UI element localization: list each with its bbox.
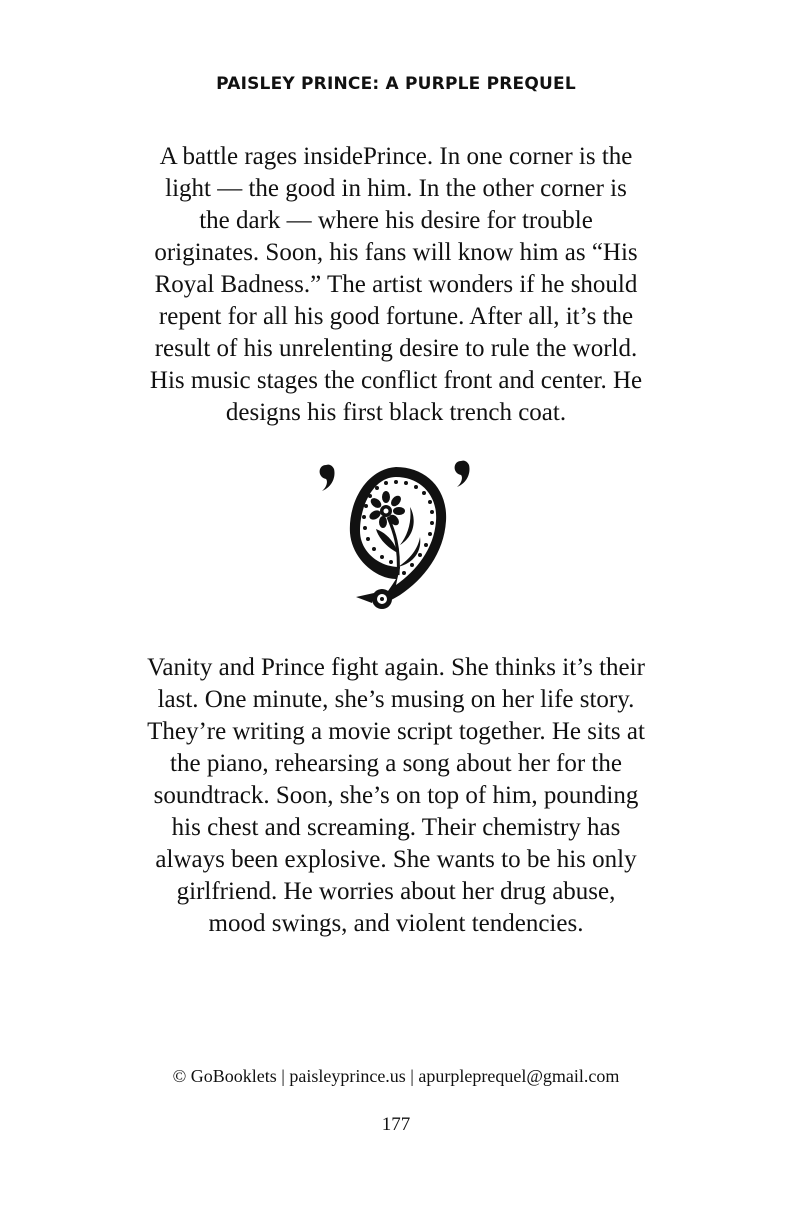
text-line: mood swings, and violent tendencies. <box>208 910 584 937</box>
paragraph-2 <box>96 652 696 940</box>
text-line: His music stages the conflict front and center. He <box>149 367 643 394</box>
text-line: They’re writing a movie script together. He sits at <box>147 718 645 745</box>
text-line: always been explosive. She wants to be his only <box>155 846 637 873</box>
running-header: PAISLEY PRINCE: A PURPLE PREQUEL <box>216 74 576 94</box>
text-line: his chest and screaming. Their chemistry has <box>171 814 621 841</box>
left-drop-icon <box>320 465 335 491</box>
text-line: girlfriend. He worries about her drug abuse, <box>176 878 616 905</box>
text-line: the dark — where his desire for trouble <box>199 207 593 234</box>
text-line: designs his first black trench coat. <box>225 399 567 426</box>
text-line: result of his unrelenting desire to rule the world. <box>154 335 638 362</box>
paragraph-1 <box>96 141 696 429</box>
text-line: repent for all his good fortune. After all, it’s the <box>158 303 634 330</box>
text-line: light — the good in him. In the other corner is <box>165 175 627 202</box>
page-number: 177 <box>381 1114 411 1135</box>
text-line: Vanity and Prince fight again. She thinks it’s their <box>147 654 645 681</box>
paisley-flower-ornament-icon <box>316 455 476 615</box>
text-line: A battle rages insidePrince. In one corner is the <box>159 143 633 170</box>
footer-credits: © GoBooklets | paisleyprince.us | apurpleprequel@gmail.com <box>172 1066 620 1086</box>
right-drop-icon <box>455 461 470 487</box>
text-line: the piano, rehearsing a song about her for the <box>170 750 622 777</box>
text-line: originates. Soon, his fans will know him as “His <box>154 239 638 266</box>
text-line: last. One minute, she’s musing on her life story. <box>157 686 635 713</box>
text-line: Royal Badness.” The artist wonders if he should <box>154 271 638 298</box>
text-line: soundtrack. Soon, she’s on top of him, pounding <box>153 782 639 809</box>
